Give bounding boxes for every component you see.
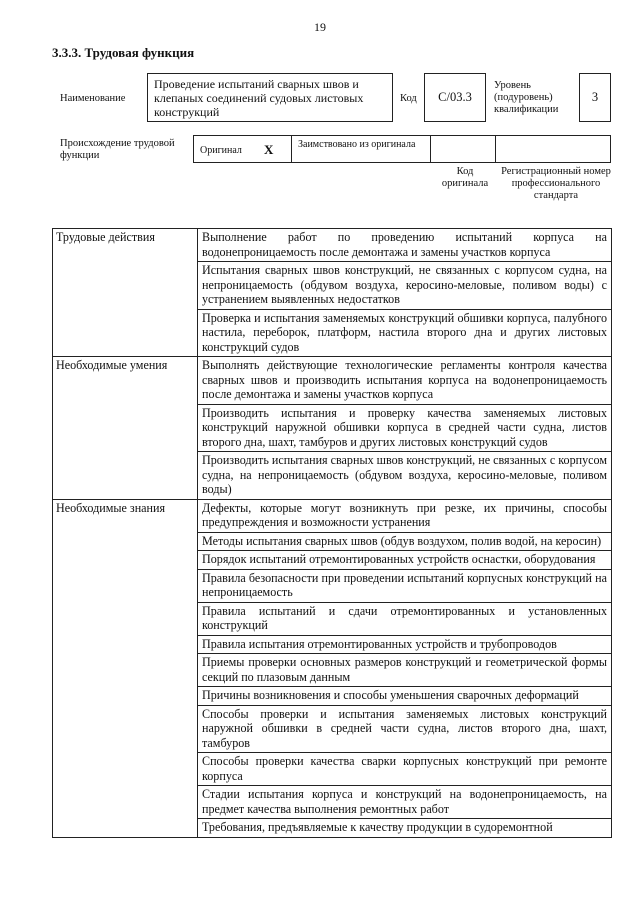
original-label: Оригинал (200, 145, 242, 156)
section-item-cell: Выполнять действующие технологические регламенты контроля качества сварных швов и производить испытания корпуса на водонепроницаемость после демонтажа и замены участков корпуса (198, 357, 612, 405)
qualification-level-label: Уровень (подуровень) квалификации (494, 80, 559, 115)
qualification-level-box: 3 (579, 73, 611, 122)
section-category-cell: Необходимые знания (53, 499, 198, 837)
name-label: Наименование (60, 93, 126, 104)
function-code-box: C/03.3 (424, 73, 486, 122)
section-item-cell: Требования, предъявляемые к качеству продукции в судоремонтной (198, 819, 612, 838)
section-item-cell: Причины возникновения и способы уменьшения сварочных деформаций (198, 687, 612, 706)
reg-number-caption: Регистрационный номер профессионального стандарта (501, 166, 611, 201)
section-item-cell: Испытания сварных швов конструкций, не связанных с корпусом судна, на непроницаемость (обдувом воздуха, керосино-меловые, поливом воды) с устранением выявленных недостатков (198, 262, 612, 310)
section-item-cell: Способы проверки качества сварки корпусных конструкций при ремонте корпуса (198, 753, 612, 786)
section-item-cell: Методы испытания сварных швов (обдув воздухом, полив водой, на керосин) (198, 532, 612, 551)
origin-borrowed-cell (292, 136, 431, 162)
code-original-caption: Код оригинала (441, 166, 489, 189)
section-title: 3.3.3. Трудовая функция (52, 45, 195, 60)
section-item-cell: Выполнение работ по проведению испытаний корпуса на водонепроницаемость после демонтажа и замены участков корпуса (198, 229, 612, 262)
section-item-cell: Производить испытания сварных швов конструкций, не связанных с корпусом судна, на непроницаемость (обдувом воздуха, керосино-меловые, поливом воды) (198, 452, 612, 500)
page-number: 19 (314, 20, 326, 34)
section-item-cell: Правила испытаний и сдачи отремонтированных и установленных конструкций (198, 602, 612, 635)
original-mark: X (264, 142, 274, 157)
origin-original-cell (194, 136, 292, 162)
section-item-cell: Стадии испытания корпуса и конструкций на водонепроницаемость, на предмет качества выполнения ремонтных работ (198, 786, 612, 819)
table-row (53, 357, 612, 405)
table-row (53, 229, 612, 262)
table-row (53, 499, 612, 532)
section-item-cell: Порядок испытаний отремонтированных устройств оснастки, оборудования (198, 551, 612, 570)
section-item-cell: Правила испытания отремонтированных устройств и трубопроводов (198, 635, 612, 654)
borrowed-label: Заимствовано из оригинала (298, 139, 416, 150)
section-item-cell: Дефекты, которые могут возникнуть при резке, их причины, способы предупреждения и возможности устранения (198, 499, 612, 532)
section-category-cell: Необходимые умения (53, 357, 198, 500)
section-item-cell: Приемы проверки основных размеров конструкций и геометрической формы секций по плазовым данным (198, 654, 612, 687)
code-label: Код (400, 93, 417, 104)
origin-code-cell (431, 136, 496, 162)
function-name-box: Проведение испытаний сварных швов и клепаных соединений судовых листовых конструкций (147, 73, 393, 122)
section-category-cell: Трудовые действия (53, 229, 198, 357)
origin-label: Происхождение трудовой функции (60, 138, 175, 161)
origin-row (193, 135, 611, 163)
section-item-cell: Производить испытания и проверку качества заменяемых листовых конструкций наружной обшивки корпуса в средней части судна, листов второго дна, шахт, тамбуров и других листовых конструкций судов (198, 404, 612, 452)
section-item-cell: Проверка и испытания заменяемых конструкций обшивки корпуса, палубного настила, переборок, платформ, настила второго дна и других листовых конструкций судов (198, 309, 612, 357)
section-item-cell: Правила безопасности при проведении испытаний корпусных конструкций на непроницаемость (198, 569, 612, 602)
section-item-cell: Способы проверки и испытания заменяемых листовых конструкций наружной обшивки в средней части судна, листов второго дна, шахт, тамбуров (198, 705, 612, 753)
origin-reg-cell (496, 136, 610, 162)
labor-function-table (52, 228, 612, 838)
